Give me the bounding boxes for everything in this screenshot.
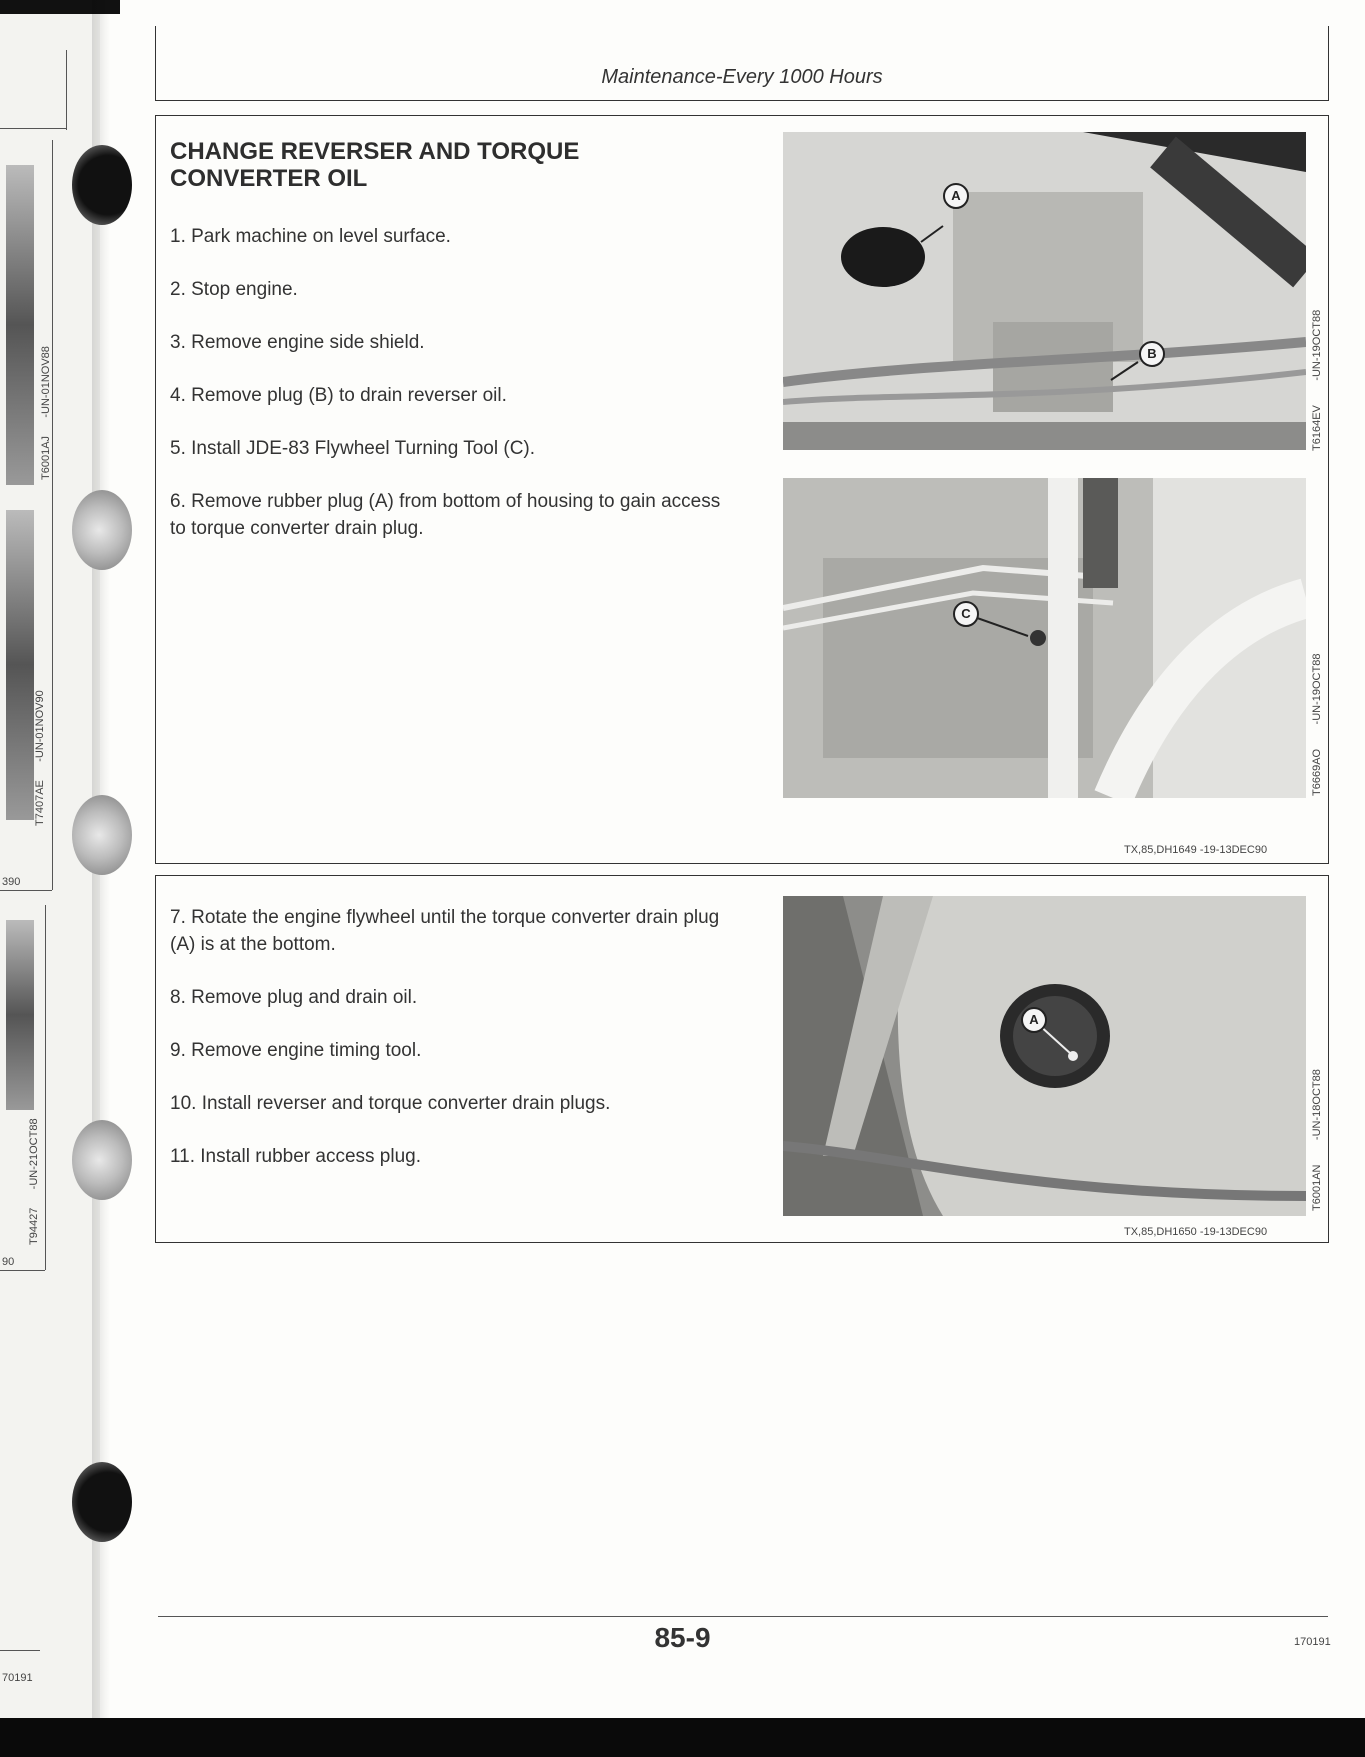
thumbnail-photo [6,165,34,485]
callout-c: C [953,601,979,627]
binder-hole [72,1462,132,1542]
footer-code: 170191 [1294,1636,1331,1648]
footer-divider [158,1616,1328,1617]
binder-hole [72,490,132,570]
margin-caption: T7407AE -UN-01NOV90 [34,690,46,826]
photo-reverser-plug [783,132,1306,450]
binder-hole [72,145,132,225]
margin-fragment: 70191 [2,1672,33,1684]
step-item: 1. Park machine on level surface. [170,226,451,247]
step-item: 7. Rotate the engine flywheel until the torque converter drain plug (A) is at the bottom. [170,907,720,955]
page-number: 85-9 [654,1622,711,1653]
binder-hole [72,1120,132,1200]
section-drain-steps [155,875,1329,1243]
procedure-steps [170,223,730,568]
step-item: 11. Install rubber access plug. [170,1146,422,1167]
step-item: 4. Remove plug (B) to drain reverser oil. [170,385,507,406]
photo-drain-plug [783,896,1306,1216]
photo-flywheel-tool [783,478,1306,798]
step-item: 3. Remove engine side shield. [170,332,425,353]
photo-caption: T6669AO -UN-19OCT88 [1311,653,1323,796]
margin-caption: T94427 -UN-21OCT88 [28,1118,40,1245]
scan-edge [0,1718,1365,1757]
page-header [155,26,1329,101]
reference-code: TX,85,DH1650 -19-13DEC90 [1124,1226,1268,1238]
page-title: Maintenance-Every 1000 Hours [601,66,883,88]
step-item: 8. Remove plug and drain oil. [170,987,418,1008]
step-item: 2. Stop engine. [170,279,298,300]
procedure-steps [170,904,730,1196]
margin-fragment: 390 [2,876,21,888]
section-title: CHANGE REVERSER AND TORQUE CONVERTER OIL [170,138,580,192]
reference-code: TX,85,DH1649 -19-13DEC90 [1124,844,1268,856]
callout-b: B [1139,341,1165,367]
callout-a: A [943,183,969,209]
callout-a: A [1021,1007,1047,1033]
step-item: 6. Remove rubber plug (A) from bottom of housing to gain access to torque converter drain plug. [170,491,721,539]
photo-caption: T6164EV -UN-19OCT88 [1311,309,1323,451]
binder-hole [72,795,132,875]
step-item: 5. Install JDE-83 Flywheel Turning Tool (C). [170,438,536,459]
thumbnail-photo [6,920,34,1110]
margin-caption: T6001AJ -UN-01NOV88 [40,346,52,480]
thumbnail-photo [6,510,34,820]
step-item: 10. Install reverser and torque converter drain plugs. [170,1093,611,1114]
photo-caption: T6001AN -UN-18OCT88 [1311,1069,1323,1211]
step-item: 9. Remove engine timing tool. [170,1040,422,1061]
margin-fragment: 90 [2,1256,15,1268]
section-change-oil [155,115,1329,864]
